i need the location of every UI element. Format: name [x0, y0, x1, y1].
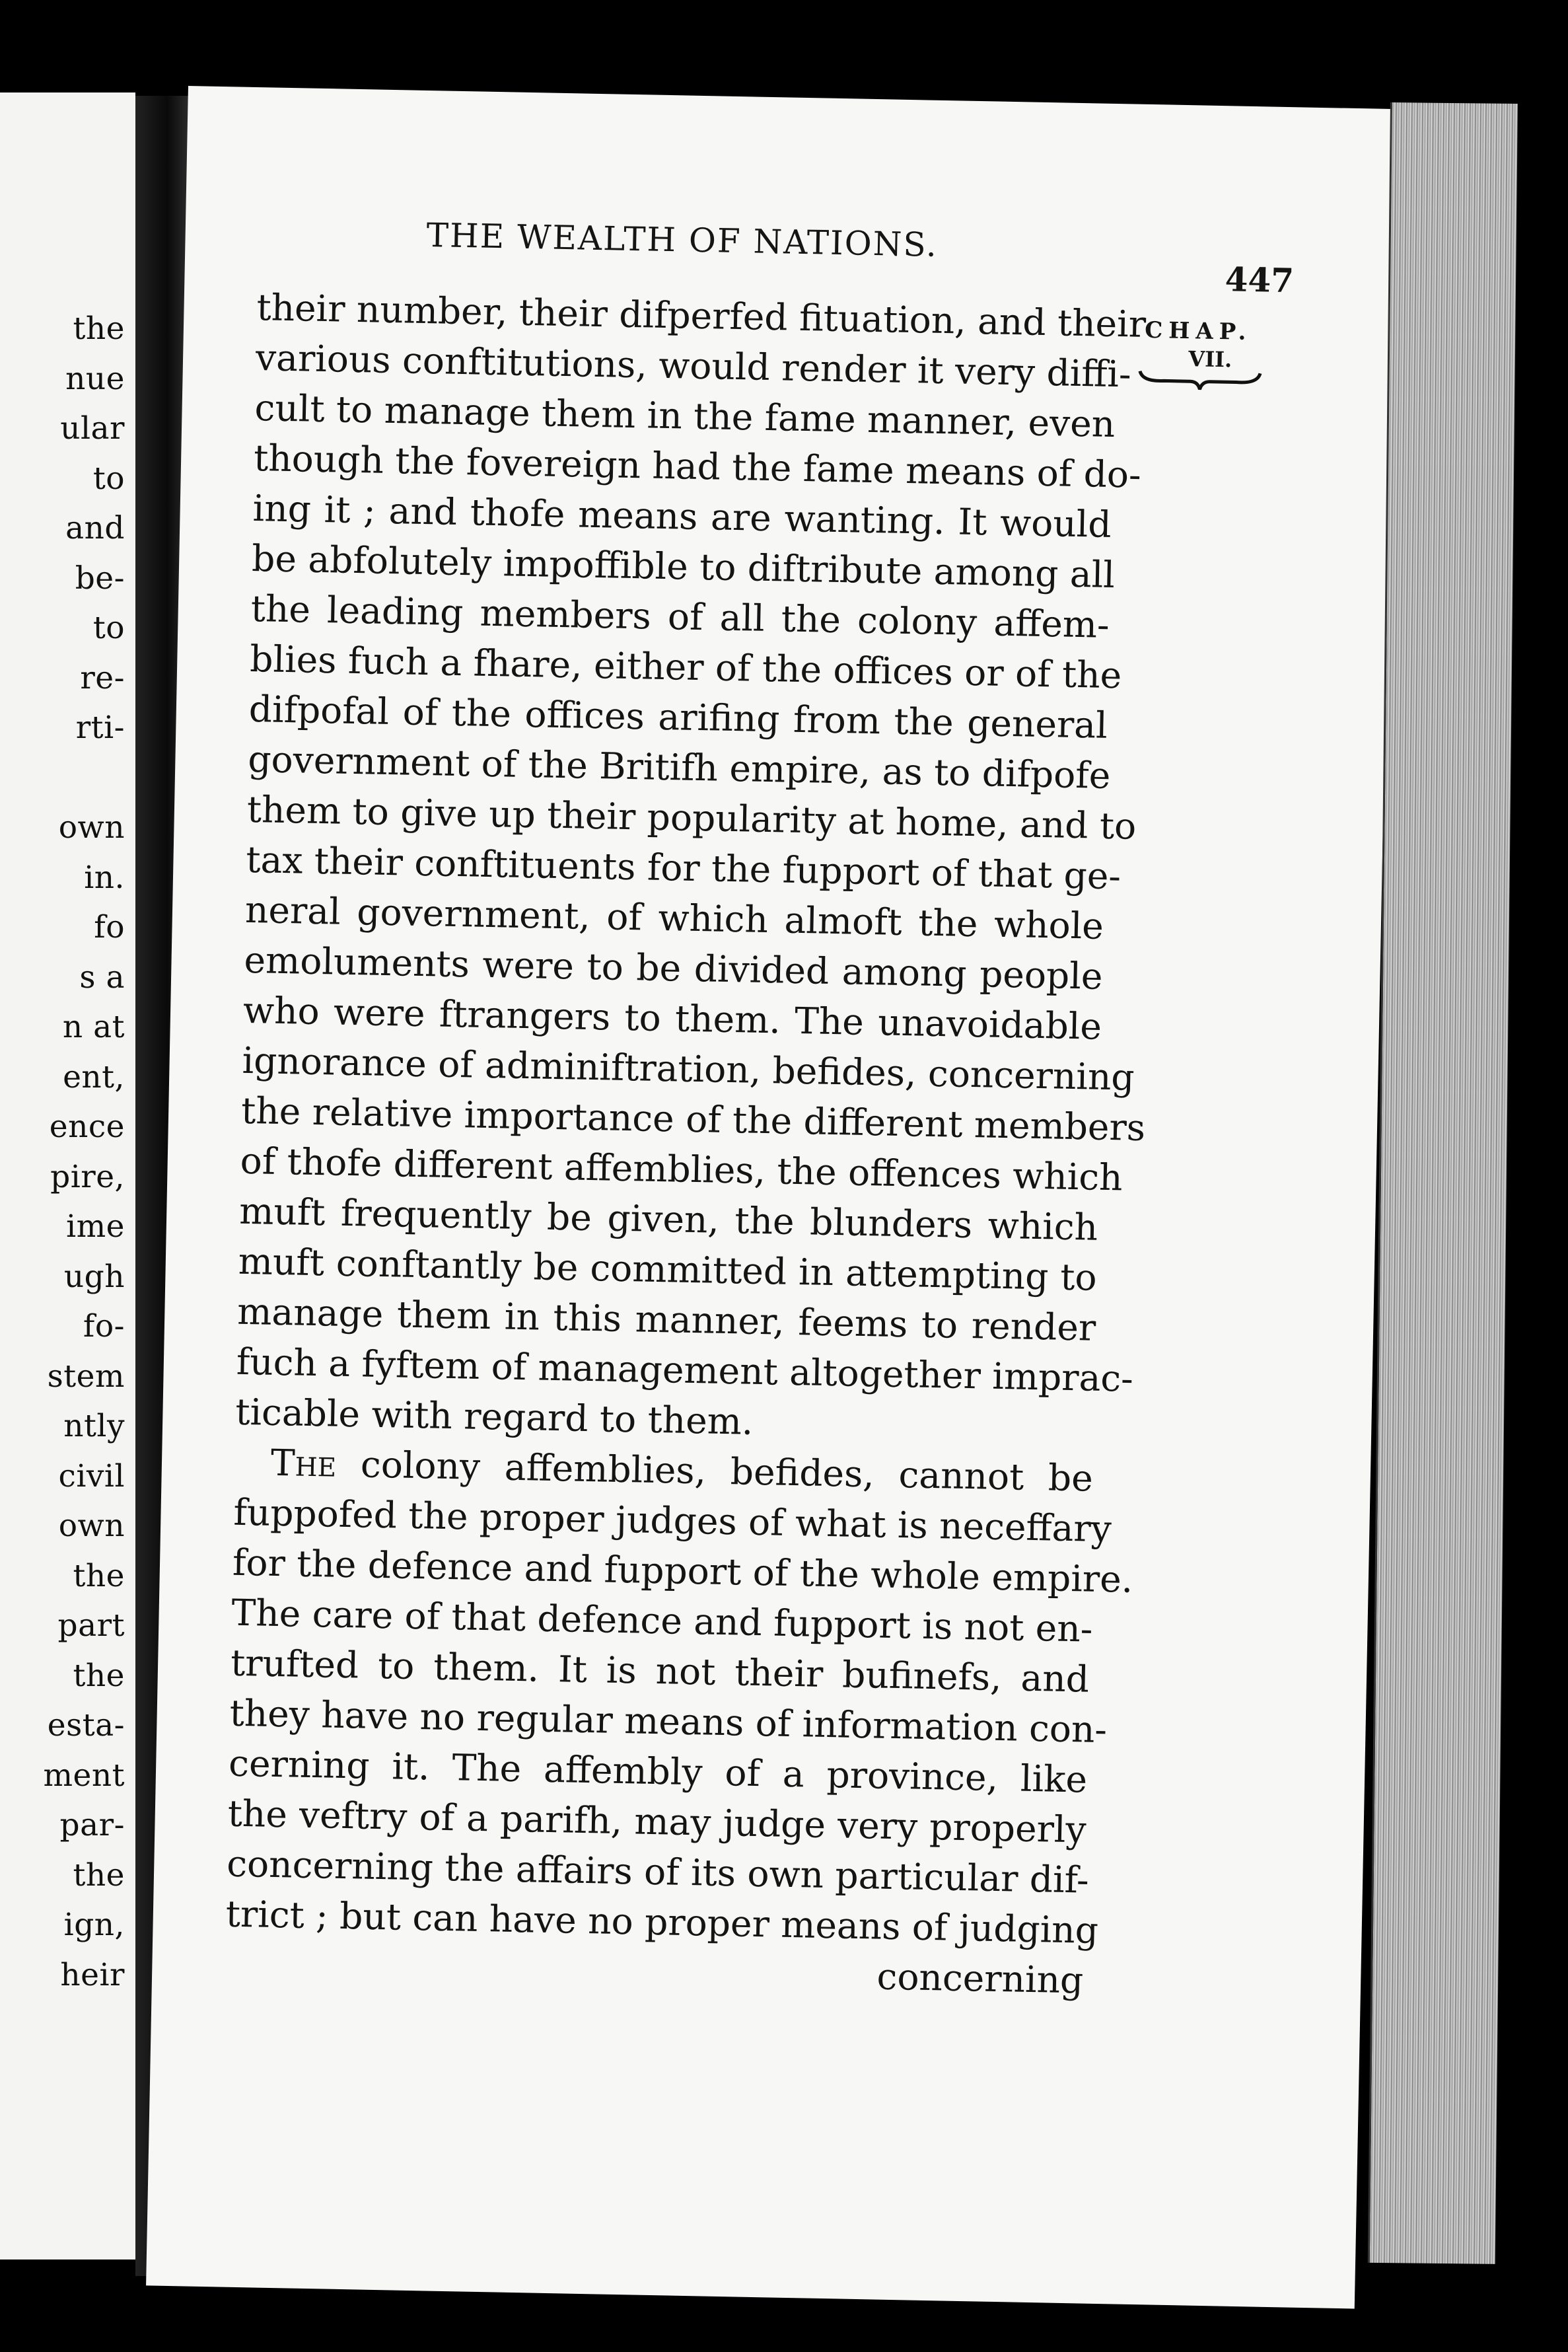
text-line: though the fovereign had the fame means of do-	[253, 437, 1142, 496]
text-line: difpofal of the offices arifing from the general	[248, 687, 1108, 747]
text-line: ignorance of adminiftration, befides, concerning	[242, 1039, 1135, 1099]
left-page-line-fragment: stem	[47, 1358, 125, 1395]
text-line: muft frequently be given, the blunders which	[238, 1189, 1098, 1249]
page-fore-edge	[1368, 102, 1518, 2264]
text-line: concerning the affairs of its own particular dif-	[226, 1842, 1090, 1901]
left-page-line-fragment: part	[57, 1607, 125, 1644]
left-page-line-fragment: esta-	[47, 1707, 125, 1744]
left-page-line-fragment: ime	[66, 1208, 125, 1245]
text-line: trufted to them. It is not their bufinefs, and	[230, 1641, 1090, 1701]
text-line: manage them in this manner, feems to render	[236, 1290, 1096, 1349]
left-page-line-fragment: ugh	[63, 1258, 125, 1295]
text-line: the leading members of all the colony affem-	[250, 587, 1110, 646]
left-page-line-fragment: fo-	[83, 1308, 125, 1344]
left-page-line-fragment: ment	[43, 1757, 125, 1794]
text-line: ticable with regard to them.	[234, 1390, 754, 1443]
page-number: 447	[1225, 260, 1295, 301]
left-page-line-fragment: ntly	[63, 1408, 125, 1444]
text-line: neral government, of which almoft the whole	[244, 888, 1104, 947]
text-line: blies fuch a fhare, either of the offices or of the	[249, 637, 1122, 697]
text-line: ing it ; and thofe means are wanting. It would	[252, 487, 1112, 546]
left-page-line-fragment: fo	[94, 909, 125, 945]
text-line: muft conftantly be committed in attempting to	[238, 1239, 1098, 1299]
paragraph-2	[225, 1487, 1133, 1956]
text-line: various conftitutions, would render it very diffi-	[255, 336, 1132, 396]
left-page-line-fragment: nue	[65, 360, 125, 397]
text-line: cerning it. The affembly of a province, like	[228, 1742, 1088, 1801]
left-page-line-fragment: civil	[58, 1457, 125, 1494]
text-line: emoluments were to be divided among people	[244, 938, 1103, 998]
text-line: they have no regular means of information con-	[229, 1691, 1108, 1751]
text-line: the relative importance of the different members	[240, 1089, 1146, 1150]
text-line: for the defence and fupport of the whole empire.	[232, 1541, 1133, 1601]
left-page-line-fragment: the	[73, 1557, 125, 1594]
text-line: be abfolutely impoffible to diftribute among all	[251, 536, 1116, 597]
left-page-line-fragment: the	[73, 1856, 125, 1893]
body-text	[225, 282, 1147, 2005]
text-line: the veftry of a parifh, may judge very properly	[227, 1792, 1087, 1851]
left-page-line-fragment: and	[65, 510, 125, 546]
chapter-marginal-number: VII.	[1188, 346, 1232, 373]
left-page-line-fragment: par-	[59, 1807, 125, 1843]
paragraph-2-first-line-text: colony affemblies, befides, cannot be	[360, 1443, 1094, 1500]
left-page-line-fragment: s a	[79, 959, 125, 996]
left-page-line-fragment: be-	[75, 560, 125, 597]
left-page-line-fragment: n at	[62, 1009, 125, 1045]
left-page-line-fragment: to	[92, 460, 125, 497]
left-facing-page	[0, 92, 135, 2260]
left-page-line-fragment: re-	[80, 659, 125, 696]
left-page-line-fragment: own	[58, 1508, 125, 1544]
left-page-line-fragment: ular	[60, 410, 125, 447]
catchword: concerning	[876, 1955, 1084, 2002]
left-page-line-fragment: pire,	[50, 1158, 125, 1195]
text-line: tax their conftituents for the fupport of that ge-	[245, 838, 1122, 898]
text-line: them to give up their popularity at home, and to	[246, 788, 1137, 848]
left-page-line-fragment: rti-	[75, 710, 125, 746]
paragraph-2-initial-word: The	[270, 1441, 337, 1485]
text-line: cult to manage them in the fame manner, even	[254, 386, 1116, 446]
running-title: THE WEALTH OF NATIONS.	[426, 215, 939, 264]
left-page-line-fragment: the	[73, 1657, 125, 1694]
left-page-line-fragment: ence	[49, 1109, 125, 1145]
brace-ornament-icon	[1137, 367, 1263, 394]
text-line: fuch a fyftem of management altogether imprac-	[236, 1340, 1134, 1400]
left-page-line-fragment: to	[92, 610, 125, 646]
left-page-line-fragment: in.	[84, 859, 125, 896]
text-line: who were ftrangers to them. The unavoidable	[242, 988, 1102, 1048]
left-page-line-fragment: ign,	[63, 1907, 125, 1943]
text-line: trict ; but can have no proper means of judging	[225, 1892, 1099, 1952]
left-page-line-fragment: heir	[60, 1956, 125, 1993]
text-line: fuppofed the proper judges of what is neceffary	[232, 1490, 1112, 1551]
text-line: The care of that defence and fupport is not en-	[231, 1591, 1093, 1650]
main-page	[146, 86, 1397, 2309]
left-page-line-fragment: ent,	[63, 1058, 125, 1095]
paragraph-1	[234, 282, 1147, 1453]
text-line: government of the Britifh empire, as to difpofe	[247, 737, 1111, 797]
left-page-line-fragment: own	[58, 809, 125, 846]
text-line: their number, their difperfed fituation, and their	[256, 286, 1147, 346]
text-line: of thofe different affemblies, the offences which	[240, 1139, 1123, 1199]
chapter-marginal-label: CHAP.	[1144, 316, 1252, 346]
left-page-line-fragment: the	[73, 311, 125, 347]
